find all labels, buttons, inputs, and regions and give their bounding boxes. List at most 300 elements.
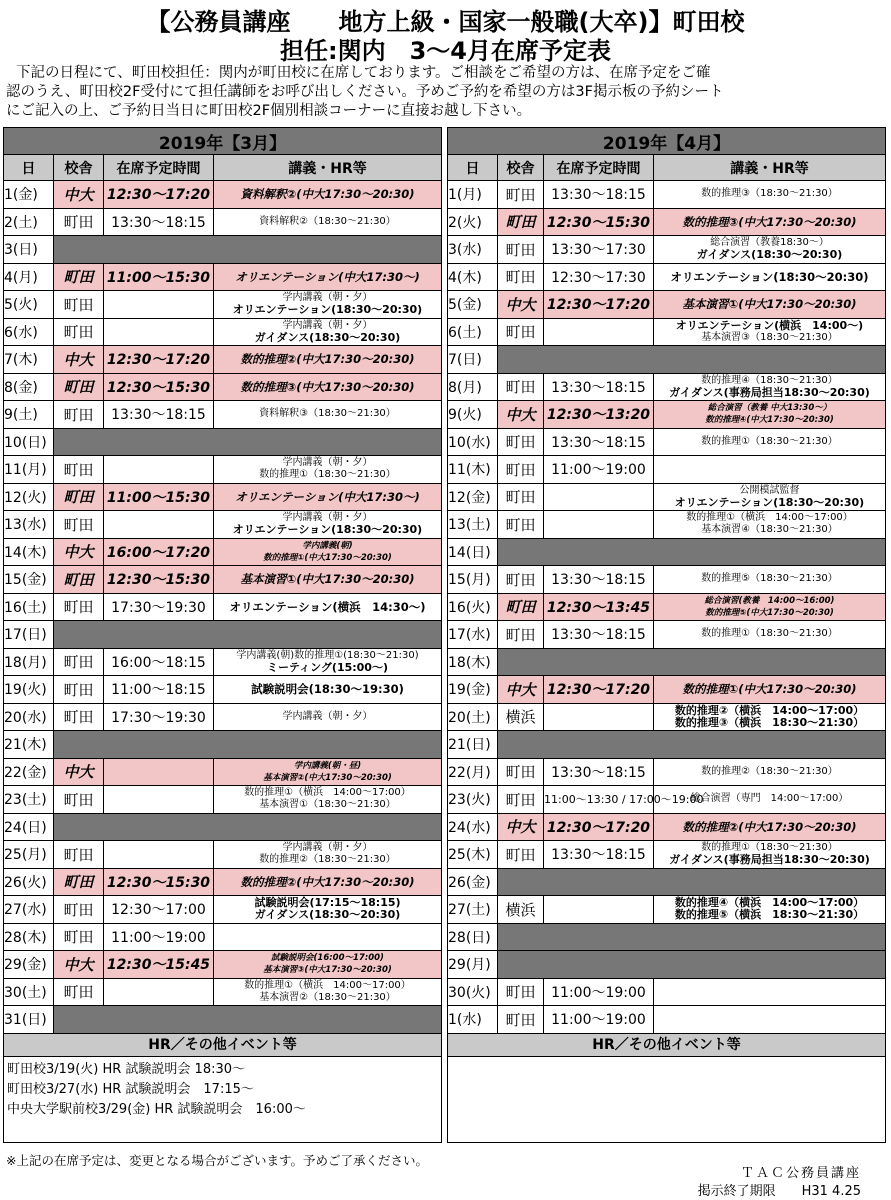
table-row — [448, 566, 886, 594]
row-campus: 横浜 — [498, 703, 544, 731]
row-campus: 町田 — [498, 456, 544, 484]
row-day: 25(月) — [4, 841, 54, 869]
event-line: 数的推理②（18:30〜21:30） — [701, 765, 838, 777]
page-subtitle: 担任:関内 3〜4月在席予定表 — [280, 37, 611, 65]
row-campus: 横浜 — [498, 896, 544, 924]
row-events — [214, 401, 442, 429]
event-line: 数的推理②(中大17:30〜20:30) — [240, 874, 415, 889]
row-time: 12:30〜17:20 — [544, 676, 654, 704]
row-campus: 町田 — [498, 593, 544, 621]
march-hr-title: HR／その他イベント等 — [3, 1034, 442, 1057]
row-campus: 町田 — [498, 621, 544, 649]
row-events — [214, 868, 442, 896]
april-table — [447, 127, 886, 1034]
row-day: 7(木) — [4, 346, 54, 374]
row-events — [214, 373, 442, 401]
event-line: 学内講義（朝・夕） — [282, 512, 373, 524]
row-day: 1(月) — [448, 181, 498, 209]
closed-day-cell — [54, 1006, 442, 1034]
event-line: オリエンテーション(18:30〜20:30) — [670, 269, 869, 284]
row-time: 13:30〜18:15 — [544, 373, 654, 401]
event-line: 基本演習②(中大17:30〜20:30) — [263, 772, 392, 783]
event-line: 数的推理②(中大17:30〜20:30) — [240, 352, 415, 367]
row-campus: 町田 — [498, 566, 544, 594]
row-events — [214, 263, 442, 291]
row-campus: 町田 — [498, 511, 544, 539]
table-row — [4, 318, 442, 346]
row-time: 16:00〜18:15 — [104, 648, 214, 676]
row-events — [214, 208, 442, 236]
row-time: 17:30〜19:30 — [104, 593, 214, 621]
table-row — [448, 373, 886, 401]
table-row — [448, 428, 886, 456]
row-campus: 町田 — [54, 318, 104, 346]
table-row — [4, 978, 442, 1006]
row-day: 15(月) — [448, 566, 498, 594]
event-line: 基本演習③（18:30〜21:30） — [701, 331, 838, 343]
row-time: 11:00〜19:00 — [104, 923, 214, 951]
intro-line: にご記入の上、ご予約日当日に町田校2F個別相談コーナーに直接お越し下さい。 — [6, 103, 532, 119]
row-events — [654, 621, 886, 649]
col-campus: 校舎 — [498, 155, 544, 181]
closed-day-cell — [498, 868, 886, 896]
event-line: 数的推理②（18:30〜21:30） — [259, 854, 396, 866]
row-day: 18(木) — [448, 648, 498, 676]
table-row — [448, 208, 886, 236]
row-day: 24(日) — [4, 813, 54, 841]
col-campus: 校舎 — [54, 155, 104, 181]
table-row — [4, 593, 442, 621]
event-line: 試験説明会(18:30〜19:30) — [251, 682, 404, 697]
row-day: 25(木) — [448, 841, 498, 869]
row-events — [214, 291, 442, 319]
event-line: ガイダンス(18:30〜20:30) — [254, 330, 401, 344]
table-row — [448, 1006, 886, 1034]
closed-day-cell — [54, 731, 442, 759]
event-line: 数的推理⑤(中大17:30〜20:30) — [705, 607, 834, 618]
row-campus: 町田 — [54, 868, 104, 896]
march-table — [3, 127, 442, 1034]
table-row — [448, 703, 886, 731]
event-line: オリエンテーション(中大17:30〜) — [235, 489, 420, 504]
row-events — [214, 758, 442, 786]
row-campus: 町田 — [498, 483, 544, 511]
table-row — [448, 786, 886, 814]
table-row — [4, 456, 442, 484]
row-time: 12:30〜17:20 — [104, 181, 214, 209]
event-line: 資料解釈②(中大17:30〜20:30) — [240, 187, 415, 202]
row-events — [214, 978, 442, 1006]
table-row — [4, 703, 442, 731]
row-events — [214, 648, 442, 676]
event-line: 数的推理①（横浜 14:00〜17:00） — [686, 512, 853, 524]
event-line: 数的推理①（横浜 14:00〜17:00） — [244, 787, 411, 799]
row-day: 4(月) — [4, 263, 54, 291]
row-campus: 町田 — [54, 978, 104, 1006]
row-campus: 町田 — [498, 758, 544, 786]
row-day: 8(金) — [4, 373, 54, 401]
row-day: 3(水) — [448, 236, 498, 264]
row-events — [654, 456, 886, 484]
row-time — [104, 786, 214, 814]
table-row — [448, 978, 886, 1006]
table-row — [448, 923, 886, 951]
event-line: 総合演習（専門 14:00〜17:00） — [690, 793, 849, 805]
row-time: 13:30〜18:15 — [544, 758, 654, 786]
event-line: 公開模試監督 — [739, 484, 800, 496]
row-campus: 町田 — [498, 786, 544, 814]
event-line: 基本演習②（18:30〜21:30） — [259, 991, 396, 1003]
row-day: 17(水) — [448, 621, 498, 649]
row-events — [654, 291, 886, 319]
row-events — [214, 841, 442, 869]
row-campus: 町田 — [54, 208, 104, 236]
table-row — [4, 181, 442, 209]
row-events — [654, 566, 886, 594]
row-campus: 町田 — [498, 208, 544, 236]
row-campus: 町田 — [498, 373, 544, 401]
row-day: 12(火) — [4, 483, 54, 511]
row-time: 12:30〜15:30 — [104, 566, 214, 594]
row-day: 6(水) — [4, 318, 54, 346]
row-day: 29(月) — [448, 951, 498, 979]
row-time: 12:30〜15:30 — [104, 373, 214, 401]
row-time: 12:30〜15:30 — [544, 208, 654, 236]
row-campus: 町田 — [54, 676, 104, 704]
row-day: 3(日) — [4, 236, 54, 264]
row-campus: 中大 — [54, 538, 104, 566]
row-campus: 町田 — [54, 263, 104, 291]
row-time: 16:00〜17:20 — [104, 538, 214, 566]
table-row — [4, 1006, 442, 1034]
table-row — [448, 538, 886, 566]
row-campus: 町田 — [54, 291, 104, 319]
row-time: 12:30〜17:20 — [544, 291, 654, 319]
row-day: 22(月) — [448, 758, 498, 786]
row-time: 12:30〜17:00 — [104, 896, 214, 924]
footer-organization: ＴＡＣ公務員講座 — [740, 1166, 861, 1181]
row-time: 11:00〜13:30 / 17:00〜19:00 — [544, 786, 654, 814]
table-row — [4, 648, 442, 676]
event-line: オリエンテーション(中大17:30〜) — [235, 269, 420, 284]
row-campus: 町田 — [498, 236, 544, 264]
row-day: 11(月) — [4, 456, 54, 484]
table-row — [448, 181, 886, 209]
row-day: 2(火) — [448, 208, 498, 236]
row-time: 13:30〜18:15 — [544, 181, 654, 209]
row-day: 1(金) — [4, 181, 54, 209]
event-line: 総合演習（教養18:30〜） — [710, 237, 829, 249]
row-events — [214, 511, 442, 539]
hr-item: 町田校3/19(火) HR 試験説明会 18:30〜 — [7, 1061, 246, 1077]
event-line: 数的推理②（横浜 14:00〜17:00） — [674, 703, 865, 717]
row-time: 13:30〜18:15 — [544, 428, 654, 456]
row-day: 9(火) — [448, 401, 498, 429]
row-time: 13:30〜18:15 — [544, 621, 654, 649]
row-time: 13:30〜18:15 — [544, 841, 654, 869]
event-line: 基本演習①(中大17:30〜20:30) — [240, 572, 415, 587]
march-title: 2019年【3月】 — [4, 128, 442, 155]
table-row — [448, 868, 886, 896]
row-time: 12:30〜13:45 — [544, 593, 654, 621]
event-line: オリエンテーション(18:30〜20:30) — [674, 495, 865, 509]
event-line: 基本演習④（18:30〜21:30） — [701, 524, 838, 536]
row-time — [104, 978, 214, 1006]
event-line: ガイダンス(事務局担当18:30〜20:30) — [669, 853, 870, 867]
row-day: 9(土) — [4, 401, 54, 429]
table-row — [4, 621, 442, 649]
table-row — [448, 456, 886, 484]
closed-day-cell — [498, 648, 886, 676]
table-row — [4, 291, 442, 319]
event-line: 数的推理①（18:30〜21:30） — [259, 469, 396, 481]
april-hr-list — [447, 1057, 886, 1143]
row-time — [104, 318, 214, 346]
row-day: 11(木) — [448, 456, 498, 484]
event-line: オリエンテーション(18:30〜20:30) — [232, 523, 423, 537]
april-title: 2019年【4月】 — [448, 128, 886, 155]
table-row — [4, 208, 442, 236]
row-time: 12:30〜17:30 — [544, 263, 654, 291]
table-row — [4, 401, 442, 429]
table-row — [448, 813, 886, 841]
intro-line: 認のうえ、町田校2F受付にて担任講師をお呼び出しください。予めご予約を希望の方は3F掲示板の予約シート — [6, 84, 724, 100]
table-row — [4, 483, 442, 511]
row-events — [214, 593, 442, 621]
event-line: ガイダンス(18:30〜20:30) — [254, 908, 401, 922]
row-day: 12(金) — [448, 483, 498, 511]
event-line: 学内講義（朝・夕） — [282, 457, 373, 469]
row-campus: 中大 — [54, 758, 104, 786]
row-campus: 町田 — [54, 373, 104, 401]
row-day: 28(木) — [4, 923, 54, 951]
event-line: オリエンテーション(横浜 14:00〜) — [675, 318, 864, 332]
row-campus: 中大 — [498, 291, 544, 319]
march-schedule — [3, 127, 442, 1143]
row-day: 31(日) — [4, 1006, 54, 1034]
event-line: 学内講義（朝・夕） — [282, 319, 373, 331]
row-time — [104, 511, 214, 539]
april-hr-title: HR／その他イベント等 — [447, 1034, 886, 1057]
row-campus: 町田 — [498, 318, 544, 346]
row-day: 6(土) — [448, 318, 498, 346]
table-row — [448, 236, 886, 264]
row-events — [214, 181, 442, 209]
event-line: 基本演習③(中大17:30〜20:30) — [263, 965, 392, 976]
row-campus: 町田 — [54, 593, 104, 621]
row-time: 13:30〜17:30 — [544, 236, 654, 264]
table-row — [448, 951, 886, 979]
row-events — [654, 401, 886, 429]
row-day: 27(水) — [4, 896, 54, 924]
table-row — [448, 621, 886, 649]
table-row — [4, 896, 442, 924]
table-row — [4, 841, 442, 869]
table-row — [4, 786, 442, 814]
table-row — [4, 951, 442, 979]
row-events — [654, 593, 886, 621]
event-line: ガイダンス(事務局担当18:30〜20:30) — [669, 385, 870, 399]
row-campus: 町田 — [54, 703, 104, 731]
col-day: 日 — [448, 155, 498, 181]
row-day: 13(土) — [448, 511, 498, 539]
row-campus: 町田 — [54, 896, 104, 924]
row-day: 22(金) — [4, 758, 54, 786]
col-events: 講義・HR等 — [654, 155, 886, 181]
closed-day-cell — [54, 236, 442, 264]
row-day: 30(火) — [448, 978, 498, 1006]
col-time: 在席予定時間 — [544, 155, 654, 181]
table-row — [4, 373, 442, 401]
event-line: 学内講義（朝・夕） — [282, 842, 373, 854]
row-events — [214, 318, 442, 346]
row-events — [214, 483, 442, 511]
event-line: オリエンテーション(横浜 14:30〜) — [229, 599, 426, 614]
event-line: 学内講義(朝・昼) — [293, 760, 362, 771]
row-time: 11:00〜19:00 — [544, 456, 654, 484]
event-line: 数的推理③(中大17:30〜20:30) — [682, 214, 857, 229]
march-hr-list — [3, 1057, 442, 1143]
table-row — [448, 511, 886, 539]
page-title: 【公務員講座 地方上級・国家一般職(大卒)】町田校 — [146, 8, 745, 36]
table-row — [4, 538, 442, 566]
event-line: 数的推理②(中大17:30〜20:30) — [682, 819, 857, 834]
event-line: 基本演習①(中大17:30〜20:30) — [682, 297, 857, 312]
row-time: 12:30〜17:20 — [544, 813, 654, 841]
row-events — [654, 1006, 886, 1034]
row-time: 11:00〜19:00 — [544, 978, 654, 1006]
table-row — [448, 483, 886, 511]
row-campus: 町田 — [498, 978, 544, 1006]
event-line: 数的推理①（18:30〜21:30） — [701, 435, 838, 447]
row-time — [544, 511, 654, 539]
row-day: 21(日) — [448, 731, 498, 759]
col-day: 日 — [4, 155, 54, 181]
event-line: ガイダンス(18:30〜20:30) — [696, 248, 843, 262]
table-row — [4, 813, 442, 841]
closed-day-cell — [54, 428, 442, 456]
row-campus: 町田 — [54, 923, 104, 951]
row-day: 10(水) — [448, 428, 498, 456]
event-line: 学内講義（朝・夕） — [282, 710, 373, 722]
col-time: 在席予定時間 — [104, 155, 214, 181]
row-events — [654, 758, 886, 786]
closed-day-cell — [498, 923, 886, 951]
closed-day-cell — [498, 538, 886, 566]
row-campus: 中大 — [54, 181, 104, 209]
row-events — [214, 346, 442, 374]
table-row — [4, 676, 442, 704]
table-row — [4, 511, 442, 539]
row-time: 12:30〜13:20 — [544, 401, 654, 429]
row-campus: 中大 — [498, 401, 544, 429]
row-day: 16(土) — [4, 593, 54, 621]
row-day: 4(木) — [448, 263, 498, 291]
row-events — [654, 703, 886, 731]
event-line: 数的推理①（18:30〜21:30） — [701, 842, 838, 854]
table-row — [4, 236, 442, 264]
table-row — [448, 896, 886, 924]
row-time — [104, 758, 214, 786]
row-events — [654, 483, 886, 511]
row-events — [654, 181, 886, 209]
row-campus: 中大 — [498, 813, 544, 841]
row-time: 13:30〜18:15 — [104, 208, 214, 236]
row-campus: 町田 — [498, 263, 544, 291]
event-line: 資料解釈②（18:30〜21:30） — [259, 215, 396, 227]
row-day: 7(日) — [448, 346, 498, 374]
row-day: 16(火) — [448, 593, 498, 621]
table-row — [448, 841, 886, 869]
footer-expiry: 掲示終了期限 H31 4.25 — [697, 1184, 861, 1199]
row-day: 5(火) — [4, 291, 54, 319]
row-day: 27(土) — [448, 896, 498, 924]
table-row — [4, 758, 442, 786]
row-day: 14(日) — [448, 538, 498, 566]
row-day: 20(水) — [4, 703, 54, 731]
event-line: 数的推理①(中大17:30〜20:30) — [682, 682, 857, 697]
row-campus: 町田 — [54, 566, 104, 594]
event-line: 学内講義(朝)数的推理①(18:30〜21:30) — [236, 649, 419, 661]
row-day: 5(金) — [448, 291, 498, 319]
row-time: 12:30〜17:20 — [104, 346, 214, 374]
event-line: 学内講義（朝・夕） — [282, 292, 373, 304]
row-day: 13(水) — [4, 511, 54, 539]
row-campus: 町田 — [498, 181, 544, 209]
table-row — [4, 868, 442, 896]
row-events — [214, 538, 442, 566]
row-campus: 町田 — [498, 841, 544, 869]
row-day: 15(金) — [4, 566, 54, 594]
row-campus: 町田 — [54, 786, 104, 814]
row-day: 8(月) — [448, 373, 498, 401]
row-events — [654, 676, 886, 704]
table-row — [4, 428, 442, 456]
row-day: 1(水) — [448, 1006, 498, 1034]
closed-day-cell — [498, 346, 886, 374]
row-campus: 町田 — [54, 483, 104, 511]
row-day: 10(日) — [4, 428, 54, 456]
row-events — [654, 813, 886, 841]
row-events — [654, 263, 886, 291]
row-events — [654, 978, 886, 1006]
row-events — [214, 923, 442, 951]
table-row — [448, 731, 886, 759]
row-events — [654, 208, 886, 236]
closed-day-cell — [54, 621, 442, 649]
hr-item: 中央大学駅前校3/29(金) HR 試験説明会 16:00〜 — [7, 1101, 306, 1117]
hr-item: 町田校3/27(水) HR 試験説明会 17:15〜 — [7, 1081, 254, 1097]
table-row — [448, 346, 886, 374]
event-line: 数的推理⑤（18:30〜21:30） — [701, 573, 838, 585]
row-day: 30(土) — [4, 978, 54, 1006]
event-line: オリエンテーション(18:30〜20:30) — [232, 303, 423, 317]
row-day: 23(火) — [448, 786, 498, 814]
table-row — [448, 593, 886, 621]
event-line: 総合演習(教養 14:00〜16:00) — [704, 595, 835, 606]
row-day: 2(土) — [4, 208, 54, 236]
event-line: 数的推理①（横浜 14:00〜17:00） — [244, 979, 411, 991]
event-line: 数的推理④（18:30〜21:30） — [701, 374, 838, 386]
row-time: 12:30〜15:30 — [104, 868, 214, 896]
event-line: 数的推理③（横浜 18:30〜21:30） — [674, 715, 865, 729]
table-row — [4, 923, 442, 951]
event-line: 試験説明会(16:00〜17:00) — [271, 953, 384, 964]
row-time — [104, 456, 214, 484]
event-line: 数的推理④（横浜 14:00〜17:00） — [674, 896, 865, 910]
row-time: 11:00〜15:30 — [104, 263, 214, 291]
row-time: 17:30〜19:30 — [104, 703, 214, 731]
